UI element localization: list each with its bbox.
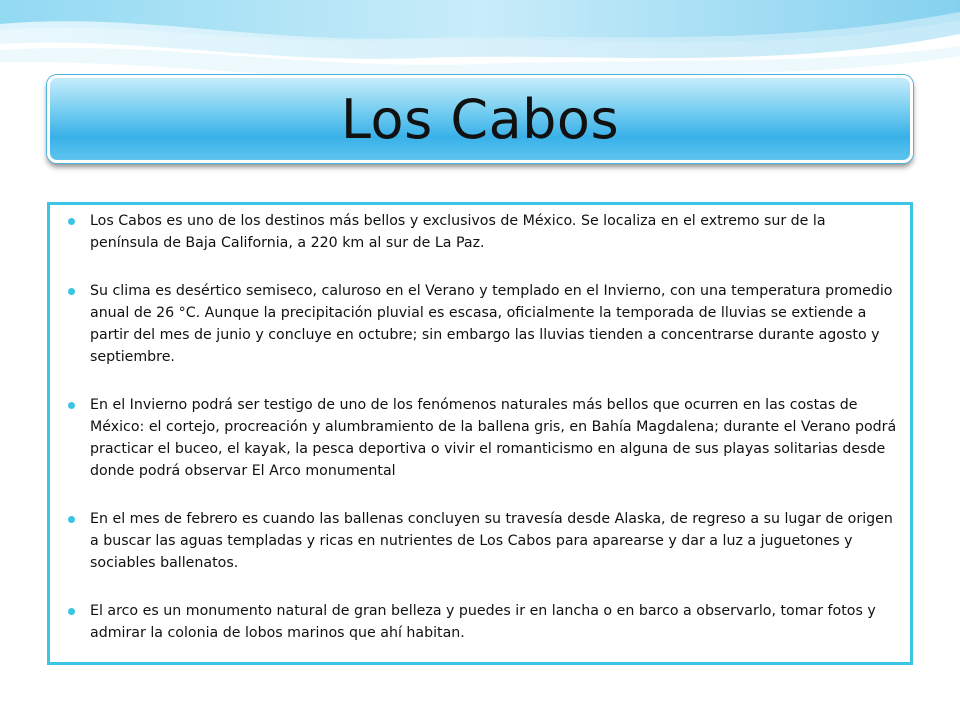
bullet-item <box>68 508 898 574</box>
bullet-item <box>68 210 898 254</box>
page-title: Los Cabos <box>340 88 620 151</box>
bullet-text: Los Cabos es uno de los destinos más bellos y exclusivos de México. Se localiza en el extremo sur de la península de Baja California, a 220 km al sur de La Paz. <box>90 213 826 251</box>
bullet-item <box>68 280 898 368</box>
bullet-text: En el Invierno podrá ser testigo de uno de los fenómenos naturales más bellos que ocurren en las costas de México: el cortejo, procreación y alumbramiento de la ballena gris, en Bahía Magdalena; durante el Verano podrá practicar el buceo, el kayak, la pesca deportiva o vivir el romanticismo en alguna de sus playas solitarias desde donde podrá observar El Arco monumental <box>90 397 897 479</box>
bullet-icon <box>68 288 75 295</box>
bullet-item <box>68 600 898 644</box>
bullet-text: Su clima es desértico semiseco, caluroso en el Verano y templado en el Invierno, con una temperatura promedio anual de 26 °C. Aunque la precipitación pluvial es escasa, oficialmente la temporada de lluvias se extiende a partir del mes de junio y concluye en octubre; sin embargo las lluvias tienden a concentrarse durante agosto y septiembre. <box>90 283 893 365</box>
bullet-icon <box>68 218 75 225</box>
bullet-text: En el mes de febrero es cuando las ballenas concluyen su travesía desde Alaska, de regreso a su lugar de origen a buscar las aguas templadas y ricas en nutrientes de Los Cabos para aparearse y dar a luz a juguetones y sociables ballenatos. <box>90 511 893 571</box>
content-panel <box>47 202 913 665</box>
bullet-list <box>68 210 898 670</box>
bullet-icon <box>68 516 75 523</box>
title-banner <box>47 75 913 163</box>
bullet-icon <box>68 402 75 409</box>
bullet-text: El arco es un monumento natural de gran belleza y puedes ir en lancha o en barco a observarlo, tomar fotos y admirar la colonia de lobos marinos que ahí habitan. <box>90 603 876 641</box>
bullet-icon <box>68 608 75 615</box>
bullet-item <box>68 394 898 482</box>
